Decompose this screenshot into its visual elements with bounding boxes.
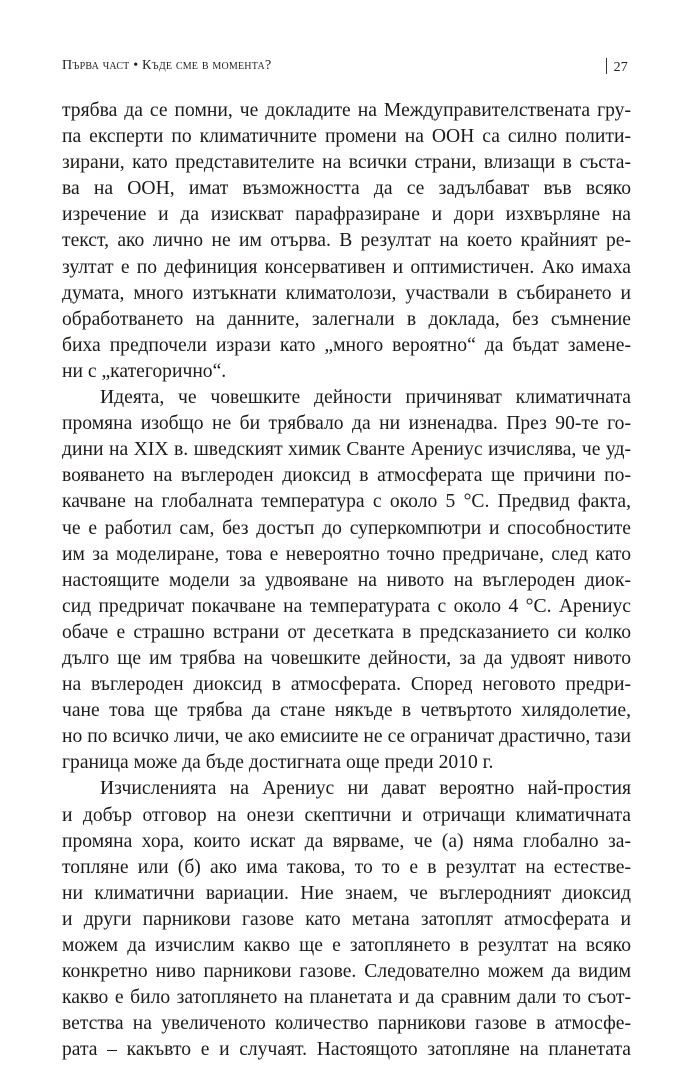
text-line: промяна хора, които искат да вярваме, че (а) няма глобално за- bbox=[62, 830, 631, 852]
header-page-number-group bbox=[606, 58, 628, 76]
text-line: сид предричат покачване на температурата с около 4 °C. Арениус bbox=[62, 595, 631, 617]
text-line: вояването на въглероден диоксид в атмосферата ще причини по- bbox=[62, 465, 631, 487]
text-line: настоящите модели за удвояване на нивото на въглероден диок- bbox=[62, 569, 631, 591]
text-line: биха предпочели изрази като „много вероятно“ да бъдат замене- bbox=[62, 334, 631, 356]
text-line: им за моделиране, това е невероятно точно предричане, след като bbox=[62, 543, 631, 565]
header-separator: • bbox=[133, 58, 139, 73]
text-line: и добър отговор на онези скептични и отричащи климатичната bbox=[62, 804, 631, 826]
text-line: ни климатични вариации. Ние знаем, че въглеродният диоксид bbox=[62, 882, 631, 904]
text-line: дини на XIX в. шведският химик Сванте Арениус изчислява, че уд- bbox=[62, 439, 631, 461]
text-line: можем да изчислим какво ще е затоплянето в резултат на всяко bbox=[62, 935, 631, 956]
text-line: чане това ще трябва да стане някъде в четвъртото хилядолетие, bbox=[62, 700, 631, 722]
text-line: конкретно ниво парникови газове. Следователно можем да видим bbox=[62, 961, 631, 983]
text-line: топляне или (б) ако има такова, то то е в резултат на естестве- bbox=[62, 856, 631, 878]
text-line: обаче е страшно встрани от десетката в предсказанието си колко bbox=[62, 621, 631, 643]
text-line: зултат е по дефиниция консервативен и оптимистичен. Ако имаха bbox=[62, 256, 631, 278]
text-line: ни с „категорично“. bbox=[62, 360, 227, 382]
text-line: зирани, като представителите на всички страни, влизащи в съста- bbox=[62, 152, 631, 174]
text-line: Изчисленията на Арениус ни дават вероятно най-простия bbox=[100, 778, 631, 800]
text-line: граница може да бъде достигната още преди 2010 г. bbox=[62, 752, 494, 774]
text-line: обработването на данните, залегнали в доклада, без съмнение bbox=[62, 308, 631, 330]
paragraph bbox=[62, 98, 631, 385]
text-line: качване на глобалната температура с около 5 °C. Предвид факта, bbox=[62, 491, 631, 513]
text-line: промяна изобщо не би трябвало да ни изненадва. През 90-те го- bbox=[62, 413, 631, 435]
running-header bbox=[62, 58, 628, 80]
text-line: па експерти по климатичните промени на ООН са силно полити- bbox=[62, 126, 631, 148]
text-line: думата, много изтъкнати климатолози, участвали в събирането и bbox=[62, 282, 631, 304]
text-line: и други парникови газове като метана затоплят атмосферата и bbox=[62, 908, 631, 930]
text-line: изречение и да изискват парафразиране и дори изхвърляне на bbox=[62, 204, 631, 226]
text-line: текст, ако лично не им отърва. В резултат на което крайният ре- bbox=[62, 230, 631, 252]
text-line: рата – какъвто е и случаят. Настоящото затопляне на планетата bbox=[62, 1039, 631, 1061]
header-divider bbox=[606, 58, 607, 74]
text-line: трябва да се помни, че докладите на Междуправителствената гру- bbox=[62, 100, 631, 121]
text-line: какво е било затоплянето на планетата и да сравним дали то съот- bbox=[62, 987, 631, 1009]
text-line: Идеята, че човешките дейности причиняват климатичната bbox=[100, 387, 631, 409]
text-line: но по всичко личи, че ако емисиите не се ограничат драстично, тази bbox=[62, 726, 631, 748]
page-number: 27 bbox=[613, 60, 628, 75]
header-title bbox=[62, 58, 271, 74]
text-line: ветства на увеличеното количество парникови газове в атмосфе- bbox=[62, 1013, 631, 1035]
body-text bbox=[62, 98, 631, 1063]
header-chapter: Къде сме в момента? bbox=[142, 58, 272, 73]
text-line: ва на ООН, имат възможността да се задълбават във всяко bbox=[62, 178, 631, 200]
paragraph bbox=[62, 776, 631, 1063]
text-line: дълго ще им трябва на човешките дейности, за да удвоят нивото bbox=[62, 647, 631, 669]
text-line: че е работил сам, без достъп до суперкомпютри и способностите bbox=[62, 517, 631, 539]
paragraph bbox=[62, 385, 631, 776]
header-part: Първа част bbox=[62, 58, 130, 73]
text-line: на въглероден диоксид в атмосферата. Според неговото предри- bbox=[62, 674, 631, 696]
